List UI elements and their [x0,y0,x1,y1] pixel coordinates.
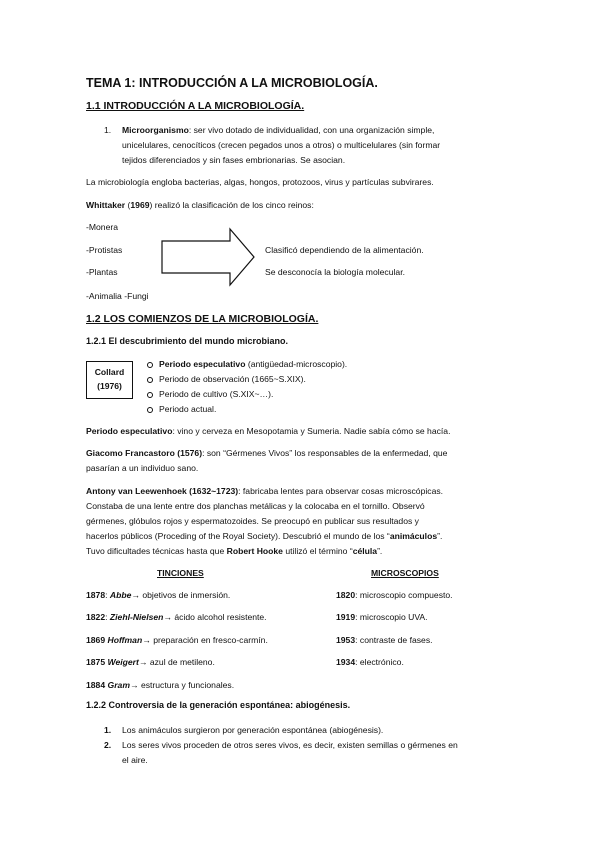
tinciones-header: TINCIONES [157,568,204,578]
list-number: 1. [104,125,112,135]
arrow: → [131,590,140,600]
text: ( [125,200,131,210]
name: Ziehl-Nielsen [109,612,164,622]
text: : son “Gérmenes Vivos” los responsables de la enfermedad, que [202,448,448,458]
whittaker-line [86,198,314,213]
period-item [147,357,347,372]
list-number: 1. [104,725,112,735]
tincion-item [86,633,268,648]
list-item-continuation: el aire. [122,755,148,765]
text: : vino y cerveza en Mesopotamia y Sumeria. Nadie sabía cómo se hacía. [172,426,451,436]
subsection-heading: 1.2.1 El descubrimiento del mundo microbiano. [86,336,289,346]
year: 1969 [130,200,150,210]
section-heading-1-1: 1.1 INTRODUCCIÓN A LA MICROBIOLOGÍA. [86,100,305,112]
term: Microorganismo [122,125,189,135]
term: Antony van Leewenhoek (1632~1723) [86,486,239,496]
text: preparación en fresco-carmín. [150,635,268,645]
collard-year: (1976) [97,381,122,391]
list-item: Los animáculos surgieron por generación espontánea (abiogénesis). [122,725,384,735]
tincion-item: 1878: Abbe→ objetivos de inmersión. [86,590,231,600]
collard-name: Collard [94,367,125,377]
paragraph-line [86,544,382,559]
name: Abbe [109,590,132,600]
kingdom-item: -Monera [86,222,118,232]
text: : microscopio compuesto. [355,590,453,600]
page-title: TEMA 1: INTRODUCCIÓN A LA MICROBIOLOGÍA. [86,76,378,90]
paragraph-line: Constaba de una lente entre dos planchas metálicas y la colocaba en el tornillo. Observó [86,501,425,511]
note: Clasificó dependiendo de la alimentación. [265,245,424,255]
term: Giacomo Francastoro (1576) [86,448,203,458]
kingdom-item: -Protistas [86,245,123,255]
year: 1820 [336,590,356,600]
paragraph [86,424,450,439]
bullet-icon [147,392,153,398]
term: Robert Hooke [226,546,283,556]
text: (antigüedad-microscopio). [245,359,348,369]
microscopio-item [336,633,433,648]
text: ) realizó la clasificación de los cinco reinos: [149,200,314,210]
tincion-item: 1822: Ziehl-Nielsen→ ácido alcohol resistente. [86,612,267,622]
kingdom-item: -Plantas [86,267,118,277]
text: ”. [377,546,383,556]
name: Weigert [107,657,139,667]
year: 1822 [86,612,106,622]
year: 1934 [336,657,356,667]
period-item [147,402,216,417]
year: 1884 [86,680,106,690]
text: utilizó el término “ [282,546,353,556]
bullet-icon [147,362,153,368]
name: Whittaker [86,200,126,210]
list-number: 2. [104,740,112,750]
text: : microscopio UVA. [355,612,428,622]
text: ”. [437,531,443,541]
tincion-item [86,678,234,693]
microscopio-item [336,610,428,625]
term: Periodo especulativo [159,359,246,369]
year: 1919 [336,612,356,622]
paragraph-line: gérmenes, glóbulos rojos y espermatozoides. Se preocupó en publicar sus resultados y [86,516,419,526]
text: hacerlos públicos (Proceding of the Royal Society). Descubrió el mundo de los “ [86,531,390,541]
paragraph-line: pasarían a un individuo sano. [86,463,199,473]
period-item [147,372,306,387]
text: objetivos de inmersión. [139,590,231,600]
term: célula [352,546,378,556]
text: Periodo de observación (1665~S.XIX). [159,374,306,384]
text: Periodo actual. [159,404,217,414]
paragraph-line [86,529,442,544]
kingdom-item: -Animalia -Fungi [86,291,149,301]
year: 1878 [86,590,106,600]
name: Hoffman [107,635,143,645]
year: 1953 [336,635,356,645]
text: : electrónico. [355,657,404,667]
definition-line: unicelulares, cenocíticos (crecen pegados unos a otros) o multicelulares (sin formar [122,140,441,150]
year: 1869 [86,635,106,645]
year: 1875 [86,657,106,667]
text: : ser vivo dotado de individualidad, con una organización simple, [188,125,435,135]
microscopio-item [336,655,404,670]
name: Gram [107,680,130,690]
term: animáculos [389,531,438,541]
microscopios-header: MICROSCOPIOS [371,568,439,578]
text: ácido alcohol resistente. [171,612,267,622]
text: Tuvo dificultades técnicas hasta que [86,546,227,556]
bullet-icon [147,407,153,413]
term: Periodo especulativo [86,426,173,436]
paragraph [86,484,443,499]
paragraph [86,446,447,461]
microscopio-item [336,588,453,603]
period-item [147,387,273,402]
paragraph: La microbiología engloba bacterias, algas, hongos, protozoos, virus y partículas subvirares. [86,177,434,187]
arrow: → [163,612,172,622]
collard-box [86,361,133,399]
list-item: Los seres vivos proceden de otros seres vivos, es decir, existen semillas o gérmenes en [122,740,458,750]
right-arrow-icon [158,227,258,287]
text: : contraste de fases. [355,635,433,645]
tincion-item [86,655,215,670]
arrow: → [129,680,139,690]
text: Periodo de cultivo (S.XIX~…). [159,389,274,399]
text: estructura y funcionales. [138,680,235,690]
definition-line [122,123,434,138]
bullet-icon [147,377,153,383]
arrow: → [138,657,148,667]
section-heading-1-2: 1.2 LOS COMIENZOS DE LA MICROBIOLOGÍA. [86,313,319,325]
definition-line: tejidos diferenciados y sin fases embrionarias. Se asocian. [122,155,346,165]
note: Se desconocía la biología molecular. [265,267,405,277]
arrow: → [142,635,151,645]
text: : fabricaba lentes para observar cosas microscópicas. [238,486,444,496]
text: azul de metileno. [147,657,215,667]
subsection-heading: 1.2.2 Controversia de la generación espontánea: abiogénesis. [86,700,351,710]
